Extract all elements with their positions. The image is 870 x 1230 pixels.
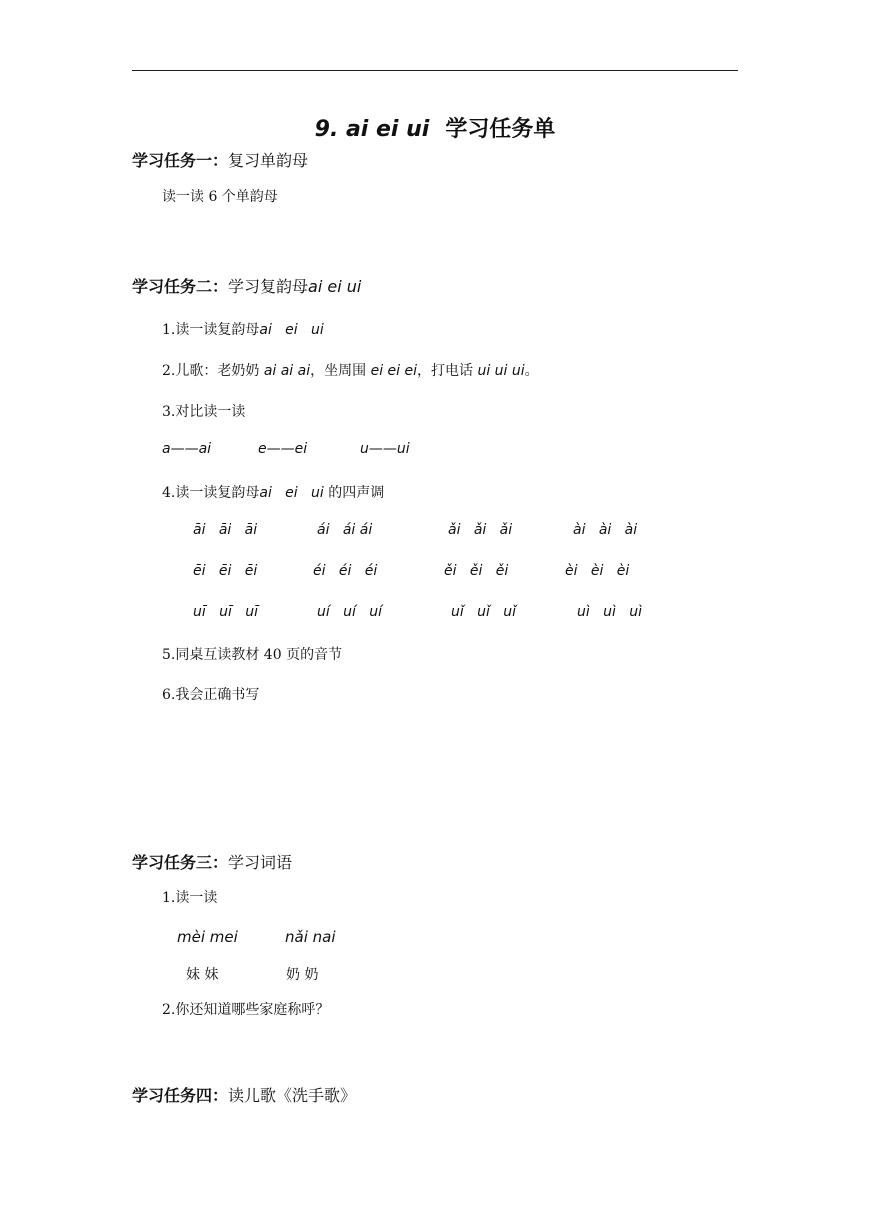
task1-heading — [132, 148, 308, 171]
task4-topic: 读儿歌《洗手歌》 — [228, 1086, 357, 1105]
tone-a-3: ǎi ǎi ǎi — [448, 522, 513, 538]
item4-suffix: 的四声调 — [323, 485, 385, 501]
tone-a-2: ái ái ái — [317, 522, 373, 538]
tone-a-4: ài ài ài — [573, 522, 638, 538]
word1-hanzi: 妹 妹 — [186, 967, 219, 983]
task2-topic-py: ai ei ui — [308, 277, 362, 296]
item4-pinyin: ai ei ui — [259, 485, 324, 501]
task2-item5: 5.同桌互读教材 40 页的音节 — [162, 647, 343, 663]
task1-line: 读一读 6 个单韵母 — [162, 189, 278, 205]
word2-hanzi: 奶 奶 — [286, 967, 319, 983]
task2-heading — [132, 274, 361, 297]
tone-e-4: èi èi èi — [565, 563, 630, 579]
rhyme-pinyin-3: ui ui ui — [477, 363, 525, 379]
task3-item2: 2.你还知道哪些家庭称呼？ — [162, 1002, 330, 1018]
rhyme-text-2: ，坐周围 — [310, 363, 371, 379]
task2-label: 学习任务二： — [132, 277, 229, 296]
compare-1: a——ai — [162, 441, 212, 457]
task2-item3: 3.对比读一读 — [162, 404, 246, 420]
word2-pinyin: nǎi nai — [285, 928, 336, 946]
title-number: 9. ai ei ui — [314, 117, 430, 142]
page-title — [0, 112, 870, 143]
compare-3: u——ui — [360, 441, 410, 457]
rhyme-pinyin-1: ai ai ai — [263, 363, 311, 379]
task3-item1: 1.读一读 — [162, 890, 218, 906]
task2-item4 — [162, 482, 384, 502]
task3-label: 学习任务三： — [132, 853, 229, 872]
rhyme-text-4: 。 — [524, 363, 539, 379]
task1-label: 学习任务一： — [132, 151, 229, 170]
rhyme-text-3: ，打电话 — [417, 363, 478, 379]
tone-u-1: uī uī uī — [193, 604, 258, 620]
task2-item2 — [162, 360, 539, 380]
tone-e-3: ěi ěi ěi — [444, 563, 509, 579]
task2-item6: 6.我会正确书写 — [162, 687, 260, 703]
tone-e-1: ēi ēi ēi — [193, 563, 258, 579]
rhyme-pinyin-2: ei ei ei — [370, 363, 417, 379]
task1-topic: 复习单韵母 — [228, 151, 309, 170]
task3-heading — [132, 850, 292, 873]
task4-label: 学习任务四： — [132, 1086, 229, 1105]
task4-heading — [132, 1083, 356, 1106]
title-text: 学习任务单 — [445, 117, 556, 142]
item1-pinyin: ai ei ui — [259, 322, 324, 338]
tone-u-4: uì uì uì — [577, 604, 642, 620]
header-rule — [132, 70, 738, 71]
tone-u-2: uí uí uí — [317, 604, 382, 620]
task2-topic-cn: 学习复韵母 — [228, 277, 309, 296]
item4-text: 4.读一读复韵母 — [162, 485, 260, 501]
compare-2: e——ei — [258, 441, 308, 457]
tone-e-2: éi éi éi — [313, 563, 378, 579]
task3-topic: 学习词语 — [228, 853, 293, 872]
task2-item1 — [162, 319, 324, 339]
item1-text: 1.读一读复韵母 — [162, 322, 260, 338]
word1-pinyin: mèi mei — [177, 928, 238, 946]
tone-a-1: āi āi āi — [193, 522, 258, 538]
tone-u-3: uǐ uǐ uǐ — [451, 604, 516, 620]
rhyme-text-1: 2.儿歌：老奶奶 — [162, 363, 264, 379]
